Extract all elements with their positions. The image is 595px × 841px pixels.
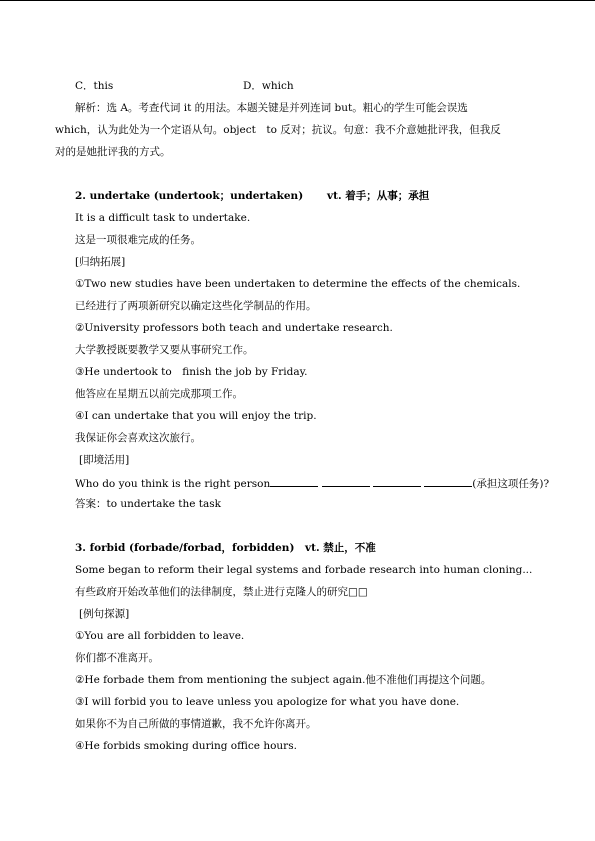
section2-item-4-en: ④I can undertake that you will enjoy the trip. bbox=[75, 410, 317, 422]
section3-example-en: Some began to reform their legal systems and forbade research into human cloning... bbox=[75, 564, 533, 576]
section2-item-1-en: ①Two new studies have been undertaken to determine the effects of the chemicals. bbox=[75, 278, 521, 290]
section2-practice-label: [即境活用] bbox=[79, 454, 130, 466]
section3-item-4-en: ④He forbids smoking during office hours. bbox=[75, 740, 297, 752]
section3-part-of-speech: vt. 禁止，不准 bbox=[305, 542, 376, 554]
explanation-line-1: 解析：选 A。考查代词 it 的用法。本题关键是并列连词 but。粗心的学生可能会误选 bbox=[75, 102, 468, 114]
section3-example-zh: 有些政府开始改革他们的法律制度，禁止进行克隆人的研究□□ bbox=[75, 586, 368, 598]
section3-heading: 3. forbid (forbade/forbad，forbidden) bbox=[75, 542, 295, 554]
page-top-rule bbox=[0, 0, 595, 1]
section2-expand-label: [归纳拓展] bbox=[75, 256, 126, 268]
section2-part-of-speech: vt. 着手；从事；承担 bbox=[327, 190, 430, 202]
answer-blank-2 bbox=[322, 475, 370, 487]
answer-blank-4 bbox=[424, 475, 472, 487]
section3-source-label: [例句探源] bbox=[79, 608, 130, 620]
section2-example-zh: 这是一项很难完成的任务。 bbox=[75, 234, 201, 246]
section2-item-1-zh: 已经进行了两项新研究以确定这些化学制品的作用。 bbox=[75, 300, 317, 312]
section2-item-2-en: ②University professors both teach and undertake research. bbox=[75, 322, 393, 334]
section3-item-3-zh: 如果你不为自己所做的事情道歉，我不允许你离开。 bbox=[75, 718, 317, 730]
answer-blank-1 bbox=[270, 475, 318, 487]
section2-item-3-en: ③He undertook to finish the job by Friday. bbox=[75, 366, 308, 378]
section3-item-3-en: ③I will forbid you to leave unless you apologize for what you have done. bbox=[75, 696, 460, 708]
section3-item-1-en: ①You are all forbidden to leave. bbox=[75, 630, 245, 642]
section2-item-4-zh: 我保证你会喜欢这次旅行。 bbox=[75, 432, 201, 444]
practice-question-text: Who do you think is the right person bbox=[75, 478, 271, 490]
section3-item-2: ②He forbade them from mentioning the subject again.他不准他们再提这个问题。 bbox=[75, 674, 492, 686]
section2-item-3-zh: 他答应在星期五以前完成那项工作。 bbox=[75, 388, 243, 400]
explanation-line-2: which，认为此处为一个定语从句。object to 反对；抗议。句意：我不介意她批评我，但我反 bbox=[55, 124, 501, 136]
option-d: D．which bbox=[243, 80, 294, 92]
answer-blank-3 bbox=[373, 475, 421, 487]
explanation-line-3: 对的是她批评我的方式。 bbox=[55, 146, 171, 158]
section2-heading: 2. undertake (undertook；undertaken) bbox=[75, 190, 304, 202]
practice-question-hint: (承担这项任务)? bbox=[472, 478, 550, 490]
option-c: C．this bbox=[75, 80, 114, 92]
section3-item-1-zh: 你们都不准离开。 bbox=[75, 652, 159, 664]
practice-question bbox=[75, 475, 549, 491]
section2-item-2-zh: 大学教授既要教学又要从事研究工作。 bbox=[75, 344, 254, 356]
practice-answer: 答案：to undertake the task bbox=[75, 498, 222, 510]
section2-example-en: It is a difficult task to undertake. bbox=[75, 212, 251, 224]
